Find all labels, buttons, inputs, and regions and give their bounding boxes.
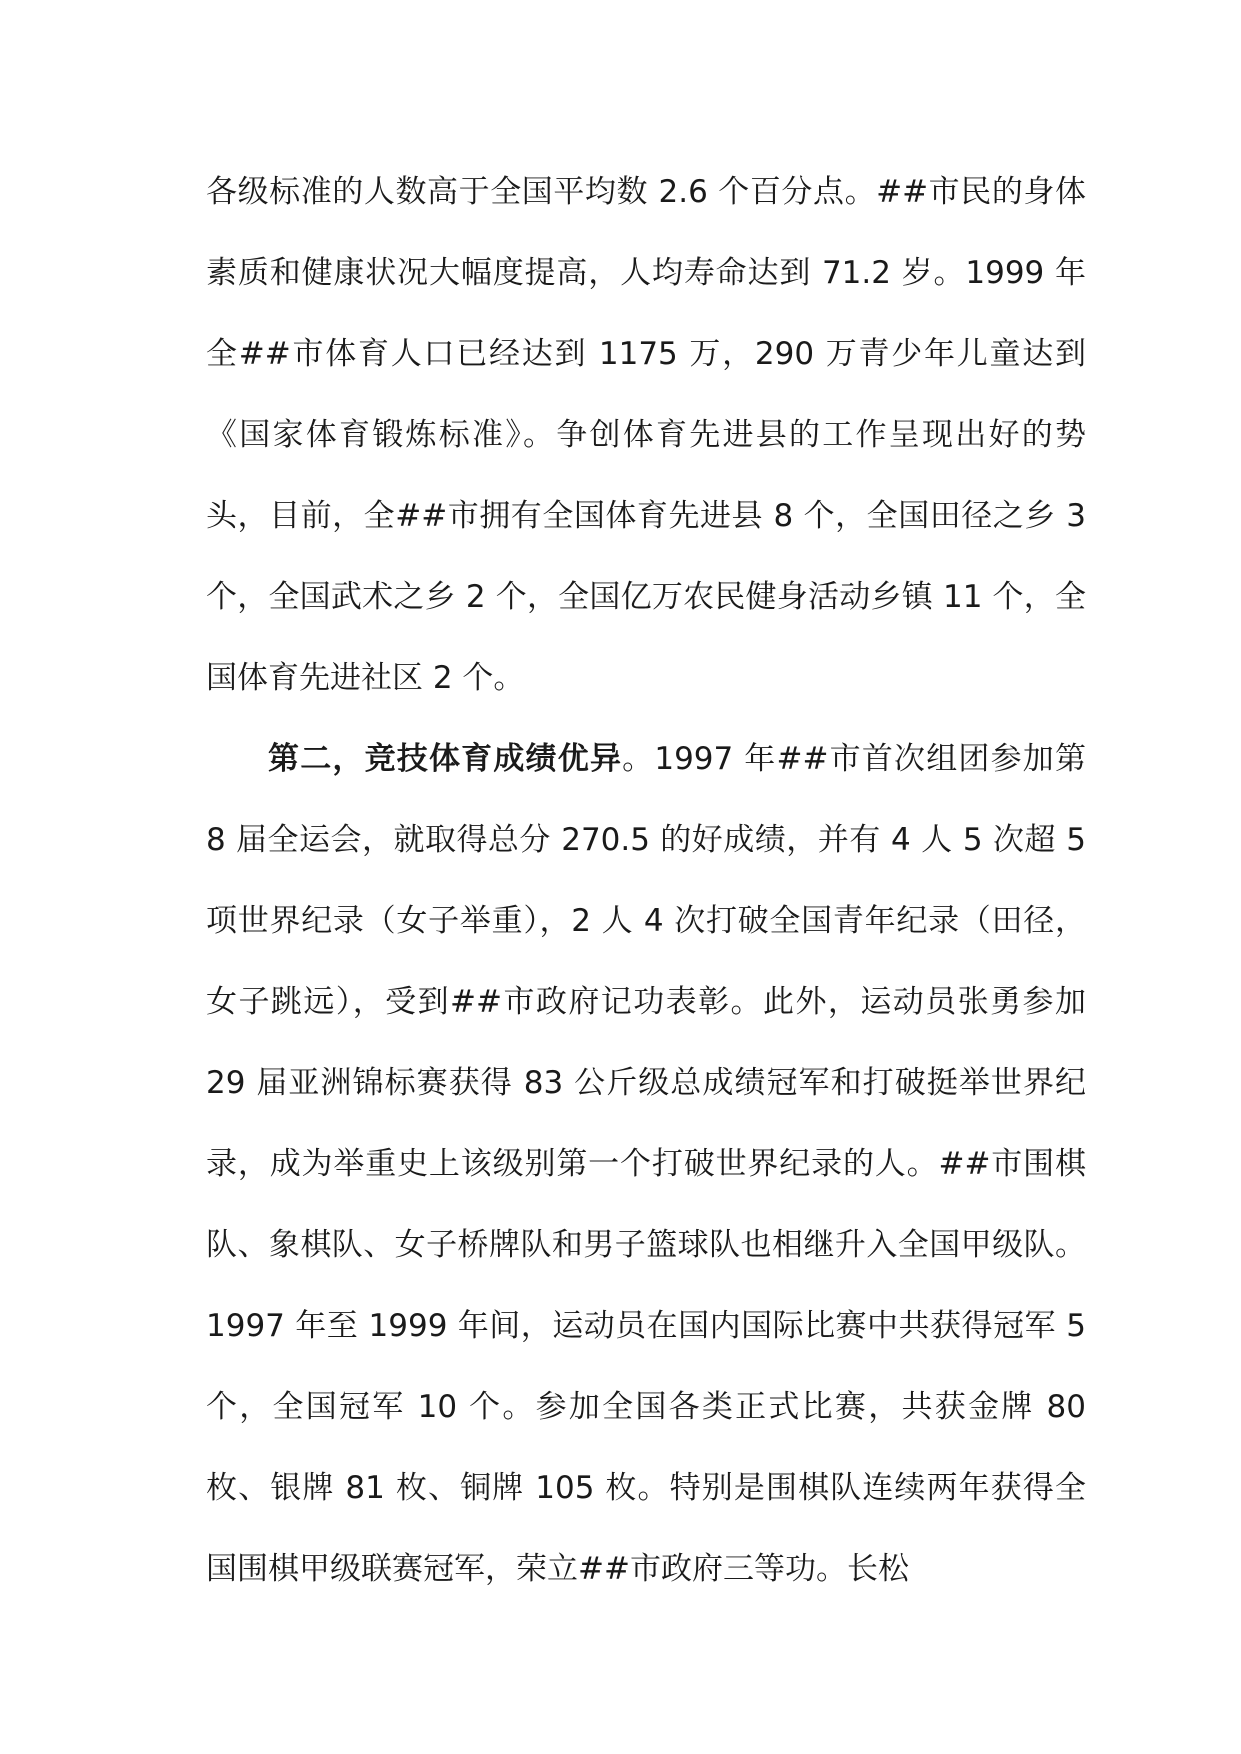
paragraph-2 (206, 719, 1086, 1610)
paragraph-2-text: 。1997 年##市首次组团参加第 8 届全运会，就取得总分 270.5 的好成绩，并有 4 人 5 次超 5 项世界纪录（女子举重），2 人 4 次打破全国青年纪录（田径，女子跳远），受到##市政府记功表彰。此外，运动员张勇参加 29 届亚洲锦标赛获得 83 公斤级总成绩冠军和打破挺举世界纪录，成为举重史上该级别第一个打破世界纪录的人。##市围棋队、象棋队、女子桥牌队和男子篮球队也相继升入全国甲级队。1997 年至 1999 年间，运动员在国内国际比赛中共获得冠军 5 个，全国冠军 10 个。参加全国各类正式比赛，共获金牌 80 枚、银牌 81 枚、铜牌 105 枚。特别是围棋队连续两年获得全国围棋甲级联赛冠军，荣立##市政府三等功。长松 (206, 741, 1086, 1587)
paragraph-2-lead-heading: 第二，竞技体育成绩优异 (268, 741, 623, 777)
paragraph-1 (206, 152, 1086, 719)
paragraph-1-text: 各级标准的人数高于全国平均数 2.6 个百分点。##市民的身体素质和健康状况大幅度提高，人均寿命达到 71.2 岁。1999 年全##市体育人口已经达到 1175 万，290 万青少年儿童达到《国家体育锻炼标准》。争创体育先进县的工作呈现出好的势头，目前，全##市拥有全国体育先进县 8 个，全国田径之乡 3 个，全国武术之乡 2 个，全国亿万农民健身活动乡镇 11 个，全国体育先进社区 2 个。 (206, 174, 1086, 696)
document-page (206, 152, 1086, 1610)
